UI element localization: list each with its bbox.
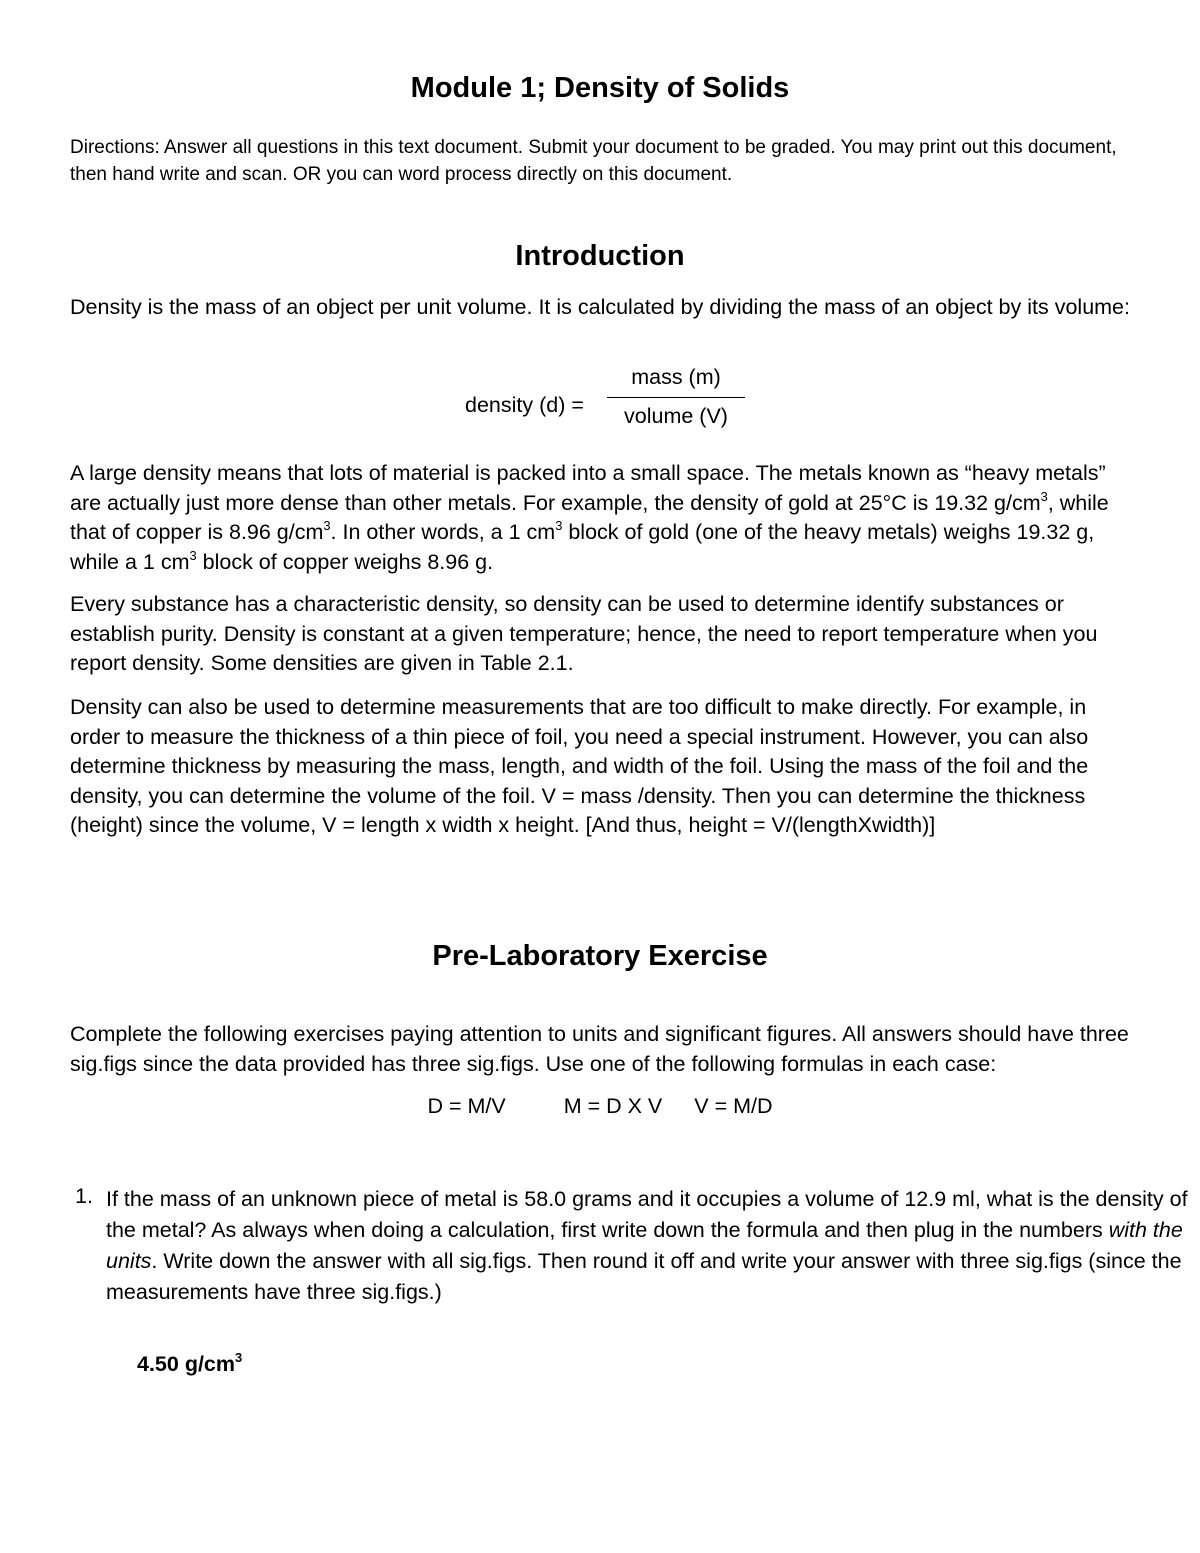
p2-sup-1: 3 (1040, 488, 1048, 504)
formula-list (0, 1094, 1200, 1119)
page-title: Module 1; Density of Solids (410, 72, 790, 104)
q1-text-2: . Write down the answer with all sig.figs. Then round it off and write your answer with three sig.figs (since the measurements have three sig.figs.) (106, 1249, 1182, 1304)
p2-sup-3: 3 (555, 517, 563, 533)
p2-text-3: . In other words, a 1 cm (330, 520, 556, 544)
intro-paragraph-2 (70, 459, 1140, 577)
answer-sup: 3 (235, 1349, 243, 1365)
prelab-paragraph: Complete the following exercises paying attention to units and significant figures. All answers should have three sig.figs since the data provided has three sig.figs. Use one of the following formulas in each case: (70, 1022, 1129, 1076)
fraction-numerator: mass (m) (607, 365, 745, 398)
p2-text-4: block of gold (one of the heavy metals) weighs 19.32 g, while a 1 cm (70, 520, 1095, 574)
question-1-answer (137, 1349, 243, 1377)
intro-paragraph-3: Every substance has a characteristic density, so density can be used to determine identify substances or establish purity. Density is constant at a given temperature; hence, the need to report temperature when you report density. Some densities are given in Table 2.1. (70, 592, 1098, 675)
fraction-denominator: volume (V) (624, 404, 728, 428)
p2-sup-2: 3 (323, 517, 331, 533)
p2-text-5: block of copper weighs 8.96 g. (196, 549, 494, 574)
p2-text-1: A large density means that lots of material is packed into a small space. The metals known as “heavy metals” are actually just more dense than other metals. For example, the density of gold at 25°C is 19.32 g/cm (70, 461, 1106, 515)
p2-sup-4: 3 (189, 547, 197, 563)
formula-density: D = M/V (427, 1094, 506, 1118)
intro-paragraph-4: Density can also be used to determine measurements that are too difficult to make directly. For example, in order to measure the thickness of a thin piece of foil, you need a special instrument. However, you can also determine thickness by measuring the mass, length, and width of the foil. Using the mass of the foil and the density, you can determine the volume of the foil. V = mass /density. Then you can determine the thickness (height) since the volume, V = length x width x height. [And thus, height = V/(lengthXwidth)] (70, 695, 1089, 837)
intro-paragraph-1: Density is the mass of an object per unit volume. It is calculated by dividing the mass of an object by its volume: (70, 295, 1130, 319)
question-1-number: 1. (75, 1184, 93, 1208)
q1-text-1: If the mass of an unknown piece of metal is 58.0 grams and it occupies a volume of 12.9 ml, what is the density of the metal? As always when doing a calculation, first write down the formula and then plug in the numbers (106, 1187, 1188, 1242)
formula-mass: M = D X V (563, 1094, 663, 1118)
p2-text-2: , while that of copper is 8.96 g/cm (70, 490, 1109, 544)
formula-volume: V = M/D (694, 1094, 773, 1118)
density-fraction (607, 365, 745, 429)
q1-italic: with the units (106, 1218, 1183, 1273)
density-formula-lhs: density (d) = (465, 393, 584, 417)
directions-text: Directions: Answer all questions in this text document. Submit your document to be graded. You may print out this document, then hand write and scan. OR you can word process directly on this document. (70, 137, 1117, 185)
question-1-text (106, 1184, 1190, 1308)
introduction-heading: Introduction (515, 240, 685, 272)
answer-value: 4.50 g/cm (137, 1352, 235, 1376)
prelab-heading: Pre-Laboratory Exercise (432, 940, 768, 972)
